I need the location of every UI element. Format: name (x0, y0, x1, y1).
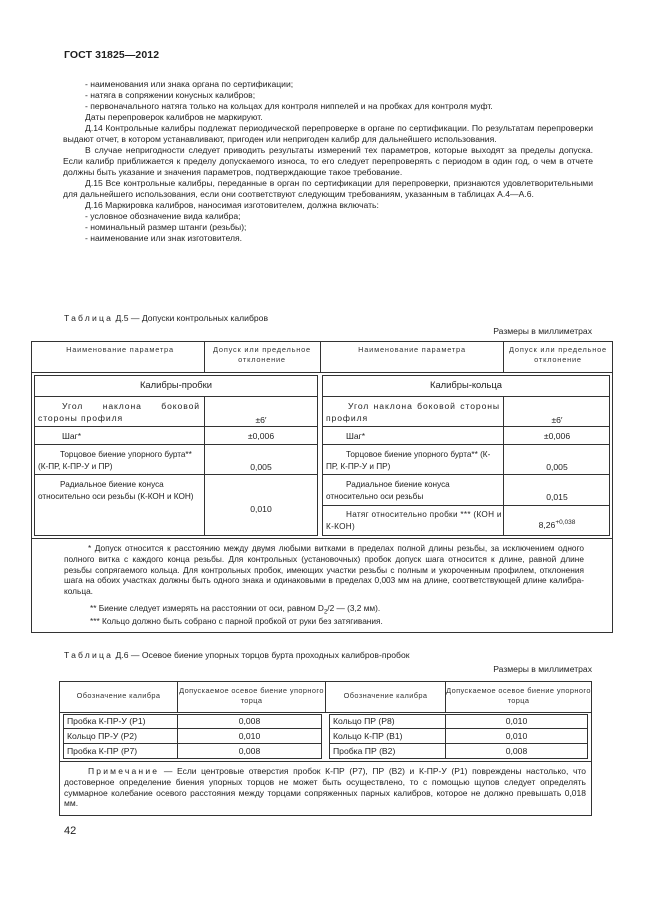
table-row-param: Радиальное биение конуса относительно оси резьбы (326, 480, 450, 501)
footnote-2-text: ** Биение следует измерять на расстоянии от оси, равном D (90, 603, 324, 613)
table-row-value: 0,008 (505, 746, 528, 756)
table-row-value: ±0,006 (543, 431, 571, 441)
header-tol-right: Допуск или предельное отклонение (509, 345, 607, 364)
interference-value: 8,26 (538, 519, 556, 530)
d6-header-name-right: Обозначение калибра (343, 691, 428, 700)
note-text: — Если центровые отверстия пробок К-ПР (Р7), ПР (В2) и К-ПР-У (Р1) повреждены настолько, что достоверное определение биения упорных торцов не может быть осуществлено, то с помощью щупов следует определять суммарное колебание осевого расстояния между торцами сопряженных парных калибров, которое не должно превышать 0,018 мм. (64, 766, 586, 809)
paragraph: Даты перепроверок калибров не маркируют. (85, 112, 263, 122)
table-row-value: 0,015 (546, 492, 568, 502)
table-row-value: 0,005 (250, 462, 272, 472)
caption-text: Д.5 — Допуски контрольных калибров (113, 313, 269, 323)
header-param-right: Наименование параметра (358, 345, 466, 354)
table-row-param: Угол наклона боковой стороны профиля (38, 401, 200, 423)
bullet: - наименование или знак изготовителя. (85, 233, 243, 243)
table-row-param: Натяг относительно пробки *** (КОН и К-КОН) (326, 510, 502, 531)
d6-header-tol-right: Допускаемое осевое биение упорного торца (446, 686, 591, 705)
header-tol-left: Допуск или предельное отклонение (213, 345, 311, 364)
caption-word: Таблица (64, 650, 114, 660)
table-row-name: Пробка ПР (В2) (333, 746, 396, 756)
table-row-value: ±0,006 (247, 431, 275, 441)
page-number: 42 (64, 825, 77, 837)
note-word: Примечание (88, 766, 160, 776)
bullet: - первоначального натяга только на кольцах для контроля ниппелей и на пробках для контроля муфт. (85, 101, 493, 111)
caption-text: Д.6 — Осевое биение упорных торцов бурта проходных калибров-пробок (113, 650, 410, 660)
table-row-value: 0,010 (505, 716, 528, 726)
table-d6-units: Размеры в миллиметрах (493, 664, 592, 674)
table-d5-units: Размеры в миллиметрах (493, 326, 592, 336)
table-row-value: ±6′ (551, 415, 563, 425)
bullet: - условное обозначение вида калибра; (85, 211, 241, 221)
paragraph-unfit: В случае непригодности следует приводить результаты измерений тех параметров, которые выходят за пределы допуска. Если калибр приближается к пределу допускаемого износа, то его следует перепроверять с периодом в один год, о чем в отчете должны быть указание и значения параметров, подтверждающие такое требование. (63, 145, 593, 177)
table-row-name: Пробка К-ПР-У (Р1) (67, 716, 146, 726)
table-row-value (504, 519, 610, 530)
bullet: - номинальный размер штанги (резьбы); (85, 222, 247, 232)
intro-text (63, 79, 593, 244)
header-param-left: Наименование параметра (66, 345, 174, 354)
document-header: ГОСТ 31825—2012 (64, 49, 160, 61)
table-row-name: Кольцо ПР-У (Р2) (67, 731, 137, 741)
footnote-2-sub: 2 (323, 609, 328, 616)
table-row-name: Кольцо ПР (Р8) (333, 716, 395, 726)
table-d5-caption (64, 313, 268, 323)
table-row-value: 0,010 (250, 504, 272, 514)
footnote-1: * Допуск относится к расстоянию между двумя любыми витками в пределах полной длины резьбы, за исключением одного полного витка с каждого конца резьбы. Для контрольных (установочных) пробок допуск шага относится к длине, равной длине резьбы сопрягаемого кольца. Для контрольных пробок, имеющих участки резьбы с полным и укороченным профилем, отклонения шага на обоих участках должны быть одного знака и одинаковыми в пределах 0,003 мм на длине, соответствующей длине калибра-кольца. (64, 543, 584, 597)
table-row-value: ±6′ (255, 415, 267, 425)
footnote-3: *** Кольцо должно быть собрано с парной пробкой от руки без затягивания. (90, 616, 383, 626)
caption-word: Таблица (64, 313, 114, 323)
paragraph-d15: Д.15 Все контрольные калибры, переданные в орган по сертификации для перепроверки, признаются удовлетворительными для дальнейшего использования, если они соответствуют следующим требованиям, указанным в таблицах А.4—А.6. (63, 178, 593, 199)
paragraph-d14: Д.14 Контрольные калибры подлежат периодической перепроверке в органе по сертификации. По результатам перепроверки выдают отчет, в котором устанавливают, пригоден или непригоден калибр для дальнейшего использования. (63, 123, 593, 144)
table-row-name: Кольцо К-ПР (В1) (333, 731, 403, 741)
table-d6-caption (64, 650, 410, 660)
bullet: - натяга в сопряжении конусных калибров; (85, 90, 256, 100)
table-row-param: Шаг* (62, 431, 82, 441)
table-row-param: Торцовое биение упорного бурта** (К-ПР, К-ПР-У и ПР) (326, 450, 491, 471)
d6-header-name-left: Обозначение калибра (76, 691, 161, 700)
table-row-name: Пробка К-ПР (Р7) (67, 746, 138, 756)
footnote-2-text-end: /2 — (3,2 мм). (327, 603, 381, 613)
table-row-param: Угол наклона боковой стороны профиля (326, 401, 500, 423)
section-title-plugs: Калибры-пробки (139, 379, 213, 390)
table-row-value: 0,008 (238, 746, 261, 756)
table-row-param: Радиальное биение конуса относительно оси резьбы (К-КОН и КОН) (38, 480, 194, 501)
table-row-param: Торцовое биение упорного бурта** (К-ПР, К-ПР-У и ПР) (38, 450, 192, 471)
paragraph-d16: Д.16 Маркировка калибров, наносимая изготовителем, должна включать: (85, 200, 379, 210)
interference-tolerance: +0,038 (555, 519, 576, 526)
table-row-param: Шаг* (346, 431, 366, 441)
table-row-value: 0,008 (238, 716, 261, 726)
d6-header-tol-left: Допускаемое осевое биение упорного торца (179, 686, 324, 705)
table-row-value: 0,010 (505, 731, 528, 741)
table-row-value: 0,010 (238, 731, 261, 741)
table-row-value: 0,005 (546, 462, 568, 472)
section-title-rings: Калибры-кольца (430, 379, 502, 390)
bullet: - наименования или знака органа по сертификации; (85, 79, 294, 89)
table-d6-note (64, 766, 586, 809)
